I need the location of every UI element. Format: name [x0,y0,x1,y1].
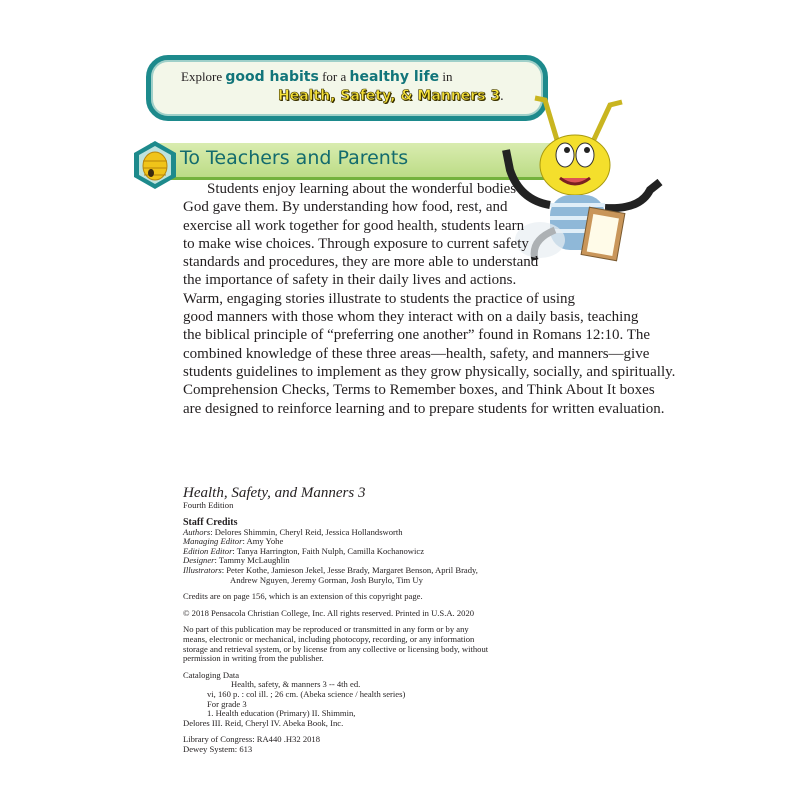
staff-list [183,528,488,576]
cataloging-line: Delores III. Reid, Cheryl IV. Abeka Book, Inc. [183,717,344,728]
cataloging-line: vi, 160 p. : col ill. ; 26 cm. (Abeka science / health series) [207,688,406,699]
dewey-system: Dewey System: 613 [183,743,253,754]
staff-names: : Delores Shimmin, Cheryl Reid, Jessica Hollandsworth [210,526,403,537]
paragraph-line: standards and procedures, they are more able to understand [183,254,539,271]
staff-credits-heading: Staff Credits [183,516,238,528]
copyright-credits [183,485,488,754]
paragraph-line: to make wise choices. Through exposure to current safety [183,235,529,252]
staff-role: Authors [183,526,211,537]
cataloging-data [183,680,488,728]
paragraph-line: exercise all work together for good health, students learn [183,217,525,234]
book-title: Health, Safety, and Manners 3 [183,485,366,501]
beehive-icon [130,137,180,193]
staff-names: : Amy Yohe [242,536,284,547]
section-title: To Teachers and Parents [180,147,409,169]
staff-names: : Tammy McLaughlin [214,555,290,566]
staff-role: Designer [183,555,215,566]
paragraph-line: students guidelines to implement as they grow physically, socially, and spiritually. [183,363,676,380]
intro-paragraph [183,180,675,418]
paragraph-line: God gave them. By understanding how food, rest, and [183,199,508,216]
banner-book-title: Health, Safety, & Manners 3. [278,88,504,104]
paragraph-line: are designed to reinforce learning and to prepare students for written evaluation. [183,400,665,417]
paragraph-line: the importance of safety in their daily lives and actions. [183,272,517,289]
cataloging-line: Health, safety, & manners 3 -- 4th ed. [231,679,361,690]
paragraph-line: combined knowledge of these three areas—health, safety, and manners—give [183,345,650,362]
promo-banner [146,55,548,121]
rights-line: means, electronic or mechanical, including photocopy, recording, or any information [183,633,475,644]
paragraph-line: good manners with those whom they interact with on a daily basis, teaching [183,309,639,326]
rights-line: storage and retrieval system, or by license from any collective or licensing body, without [183,643,489,654]
banner-line-1: Explore good habits for a healthy life in [181,69,453,85]
paragraph-line: Warm, engaging stories illustrate to students the practice of using [183,290,576,307]
cataloging-line: For grade 3 [207,698,247,709]
staff-role: Illustrators [183,564,222,575]
edition: Fourth Edition [183,500,234,510]
rights-statement [183,625,488,663]
copyright-line: © 2018 Pensacola Christian College, Inc. All rights reserved. Printed in U.S.A. 2020 [183,607,475,618]
rights-line: permission in writing from the publisher. [183,653,324,664]
cataloging-line: 1. Health education (Primary) II. Shimmin, [207,708,356,719]
library-of-congress: Library of Congress: RA440 .H32 2018 [183,734,321,745]
paragraph-line: Comprehension Checks, Terms to Remember boxes, and Think About It boxes [183,382,655,399]
cataloging-heading: Cataloging Data [183,669,240,680]
staff-role: Managing Editor [183,536,243,547]
staff-names: : Peter Kothe, Jamieson Jekel, Jesse Brady, Margaret Benson, April Brady, [221,564,478,575]
illustrators-continued: Andrew Nguyen, Jeremy Gorman, Josh Burylo, Tim Uy [230,574,423,585]
paragraph-line: Students enjoy learning about the wonderful bodies [207,181,517,197]
credits-note: Credits are on page 156, which is an extension of this copyright page. [183,591,423,602]
staff-role: Edition Editor [183,545,233,556]
staff-names: : Tanya Harrington, Faith Nulph, Camilla Kochanowicz [232,545,425,556]
paragraph-line: the biblical principle of “preferring one another” found in Romans 12:10. The [183,327,651,344]
rights-line: No part of this publication may be reproduced or transmitted in any form or by any [183,624,469,635]
